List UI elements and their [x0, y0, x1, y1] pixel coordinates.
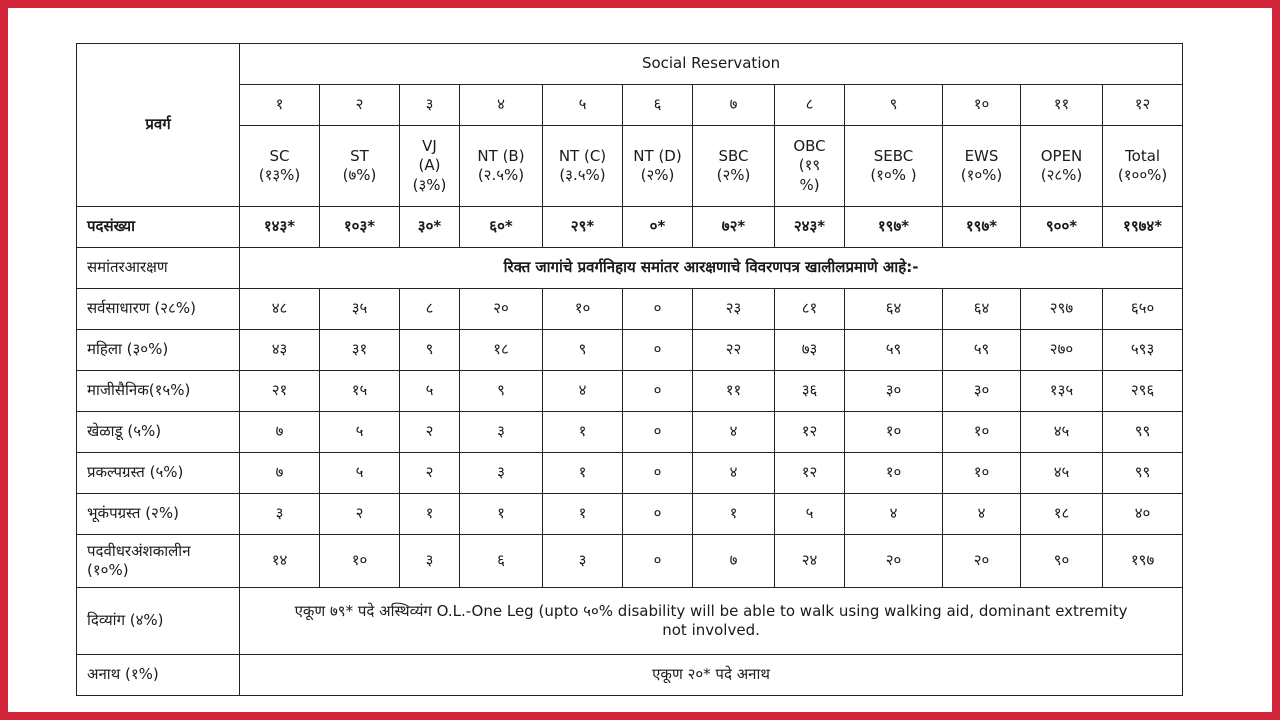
table-cell: ४	[845, 494, 943, 535]
posts-value: १९७*	[943, 207, 1021, 248]
table-cell: ०	[623, 453, 693, 494]
column-number: १०	[943, 85, 1021, 126]
row-label: खेळाडू (५%)	[77, 412, 240, 453]
table-cell: ९	[460, 371, 543, 412]
table-cell: ९९	[1103, 412, 1183, 453]
category-header-sebc: SEBC (१०% )	[845, 126, 943, 207]
column-number: ३	[400, 85, 460, 126]
table-row	[77, 494, 1183, 535]
table-row	[77, 371, 1183, 412]
part-time-value: १९७	[1103, 535, 1183, 588]
table-cell: ५	[320, 412, 400, 453]
posts-value: ०*	[623, 207, 693, 248]
table-cell: ८१	[775, 289, 845, 330]
table-cell: ७३	[775, 330, 845, 371]
table-cell: ७	[240, 412, 320, 453]
table-cell: ३०	[943, 371, 1021, 412]
table-row	[77, 330, 1183, 371]
table-cell: १०	[543, 289, 623, 330]
table-cell: ३	[240, 494, 320, 535]
table-cell: १०	[943, 412, 1021, 453]
social-reservation-title: Social Reservation	[240, 44, 1183, 85]
table-cell: ४	[693, 453, 775, 494]
table-cell: १	[460, 494, 543, 535]
table-row	[77, 453, 1183, 494]
parallel-reservation-row	[77, 248, 1183, 289]
table-cell: ३	[460, 412, 543, 453]
table-cell: २९६	[1103, 371, 1183, 412]
table-cell: ५९३	[1103, 330, 1183, 371]
table-cell: ५९	[845, 330, 943, 371]
disabled-note: एकूण ७९* पदे अस्थिव्यंग O.L.-One Leg (upto ५०% disability will be able to walk using walking aid, dominant extremity not involved.	[240, 588, 1183, 655]
table-cell: ४३	[240, 330, 320, 371]
table-cell: ०	[623, 371, 693, 412]
table-cell: ११	[693, 371, 775, 412]
table-cell: ८	[400, 289, 460, 330]
table-cell: ४	[693, 412, 775, 453]
column-number: ७	[693, 85, 775, 126]
posts-value: १०३*	[320, 207, 400, 248]
table-cell: ०	[623, 494, 693, 535]
table-cell: ४५	[1021, 412, 1103, 453]
part-time-row	[77, 535, 1183, 588]
table-cell: १	[543, 494, 623, 535]
table-cell: ४५	[1021, 453, 1103, 494]
posts-value: ७२*	[693, 207, 775, 248]
part-time-value: २४	[775, 535, 845, 588]
table-cell: ५	[775, 494, 845, 535]
category-header-row	[77, 126, 1183, 207]
posts-value: १४३*	[240, 207, 320, 248]
table-cell: ९	[400, 330, 460, 371]
column-number: ११	[1021, 85, 1103, 126]
column-number: ६	[623, 85, 693, 126]
table-cell: १	[400, 494, 460, 535]
table-cell: २	[320, 494, 400, 535]
table-cell: १०	[845, 453, 943, 494]
table-cell: २१	[240, 371, 320, 412]
table-cell: ५९	[943, 330, 1021, 371]
posts-value: १९७४*	[1103, 207, 1183, 248]
table-cell: ३०	[845, 371, 943, 412]
table-cell: ३	[460, 453, 543, 494]
table-cell: ६५०	[1103, 289, 1183, 330]
column-number: ९	[845, 85, 943, 126]
orphan-label: अनाथ (१%)	[77, 655, 240, 696]
table-cell: २९७	[1021, 289, 1103, 330]
column-number: ४	[460, 85, 543, 126]
table-cell: १	[693, 494, 775, 535]
table-cell: १	[543, 453, 623, 494]
table-cell: ४	[543, 371, 623, 412]
column-number: १२	[1103, 85, 1183, 126]
disabled-label: दिव्यांग (४%)	[77, 588, 240, 655]
category-header-open: OPEN (२८%)	[1021, 126, 1103, 207]
posts-value: ३०*	[400, 207, 460, 248]
table-cell: ०	[623, 412, 693, 453]
table-cell: १३५	[1021, 371, 1103, 412]
part-time-value: २०	[943, 535, 1021, 588]
category-header-sbc: SBC (२%)	[693, 126, 775, 207]
table-cell: ९९	[1103, 453, 1183, 494]
row-label: प्रकल्पग्रस्त (५%)	[77, 453, 240, 494]
table-cell: २७०	[1021, 330, 1103, 371]
column-number: १	[240, 85, 320, 126]
table-cell: ३५	[320, 289, 400, 330]
table-cell: ०	[623, 289, 693, 330]
column-number: ८	[775, 85, 845, 126]
table-cell: ०	[623, 330, 693, 371]
part-time-label: पदवीधरअंशकालीन (१०%)	[77, 535, 240, 588]
disabled-row	[77, 588, 1183, 655]
column-number-row	[77, 85, 1183, 126]
table-cell: ५	[400, 371, 460, 412]
part-time-value: ७	[693, 535, 775, 588]
table-cell: १८	[1021, 494, 1103, 535]
table-row	[77, 289, 1183, 330]
part-time-value: ०	[623, 535, 693, 588]
category-header-ntc: NT (C) (३.५%)	[543, 126, 623, 207]
parallel-reservation-note: रिक्त जागांचे प्रवर्गनिहाय समांतर आरक्षणाचे विवरणपत्र खालीलप्रमाणे आहे:-	[240, 248, 1183, 289]
table-cell: ९	[543, 330, 623, 371]
row-label: माजीसैनिक(१५%)	[77, 371, 240, 412]
table-cell: १५	[320, 371, 400, 412]
column-number: ५	[543, 85, 623, 126]
table-cell: ३६	[775, 371, 845, 412]
table-cell: १८	[460, 330, 543, 371]
row-label: भूकंपग्रस्त (२%)	[77, 494, 240, 535]
part-time-value: ३	[400, 535, 460, 588]
table-cell: १०	[845, 412, 943, 453]
parallel-reservation-label: समांतरआरक्षण	[77, 248, 240, 289]
table-cell: ५	[320, 453, 400, 494]
column-number: २	[320, 85, 400, 126]
table-cell: ६४	[943, 289, 1021, 330]
table-cell: २०	[460, 289, 543, 330]
table-cell: २	[400, 412, 460, 453]
reservation-data-rows	[77, 289, 1183, 535]
category-header-st: ST (७%)	[320, 126, 400, 207]
orphan-row	[77, 655, 1183, 696]
pravarg-header: प्रवर्ग	[77, 44, 240, 207]
table-cell: २३	[693, 289, 775, 330]
table-cell: ७	[240, 453, 320, 494]
orphan-note: एकूण २०* पदे अनाथ	[240, 655, 1183, 696]
posts-value: ६०*	[460, 207, 543, 248]
posts-value: २४३*	[775, 207, 845, 248]
table-cell: ६४	[845, 289, 943, 330]
row-label: सर्वसाधारण (२८%)	[77, 289, 240, 330]
part-time-value: १४	[240, 535, 320, 588]
posts-label: पदसंख्या	[77, 207, 240, 248]
part-time-value: ३	[543, 535, 623, 588]
posts-row	[77, 207, 1183, 248]
part-time-value: १०	[320, 535, 400, 588]
table-cell: ४	[943, 494, 1021, 535]
part-time-value: ९०	[1021, 535, 1103, 588]
category-header-ews: EWS (१०%)	[943, 126, 1021, 207]
category-header-sc: SC (१३%)	[240, 126, 320, 207]
table-cell: ३१	[320, 330, 400, 371]
table-cell: २२	[693, 330, 775, 371]
posts-value: १९७*	[845, 207, 943, 248]
category-header-vj: VJ (A) (३%)	[400, 126, 460, 207]
category-header-ntd: NT (D) (२%)	[623, 126, 693, 207]
posts-value: ९००*	[1021, 207, 1103, 248]
table-cell: ४०	[1103, 494, 1183, 535]
table-cell: १२	[775, 453, 845, 494]
table-cell: १२	[775, 412, 845, 453]
table-row	[77, 412, 1183, 453]
part-time-value: २०	[845, 535, 943, 588]
table-cell: १०	[943, 453, 1021, 494]
posts-value: २९*	[543, 207, 623, 248]
part-time-value: ६	[460, 535, 543, 588]
table-cell: २	[400, 453, 460, 494]
category-header-obc: OBC (१९ %)	[775, 126, 845, 207]
category-header-ntb: NT (B) (२.५%)	[460, 126, 543, 207]
row-label: महिला (३०%)	[77, 330, 240, 371]
table-cell: १	[543, 412, 623, 453]
category-header-total: Total (१००%)	[1103, 126, 1183, 207]
reservation-table	[76, 43, 1183, 696]
table-cell: ४८	[240, 289, 320, 330]
